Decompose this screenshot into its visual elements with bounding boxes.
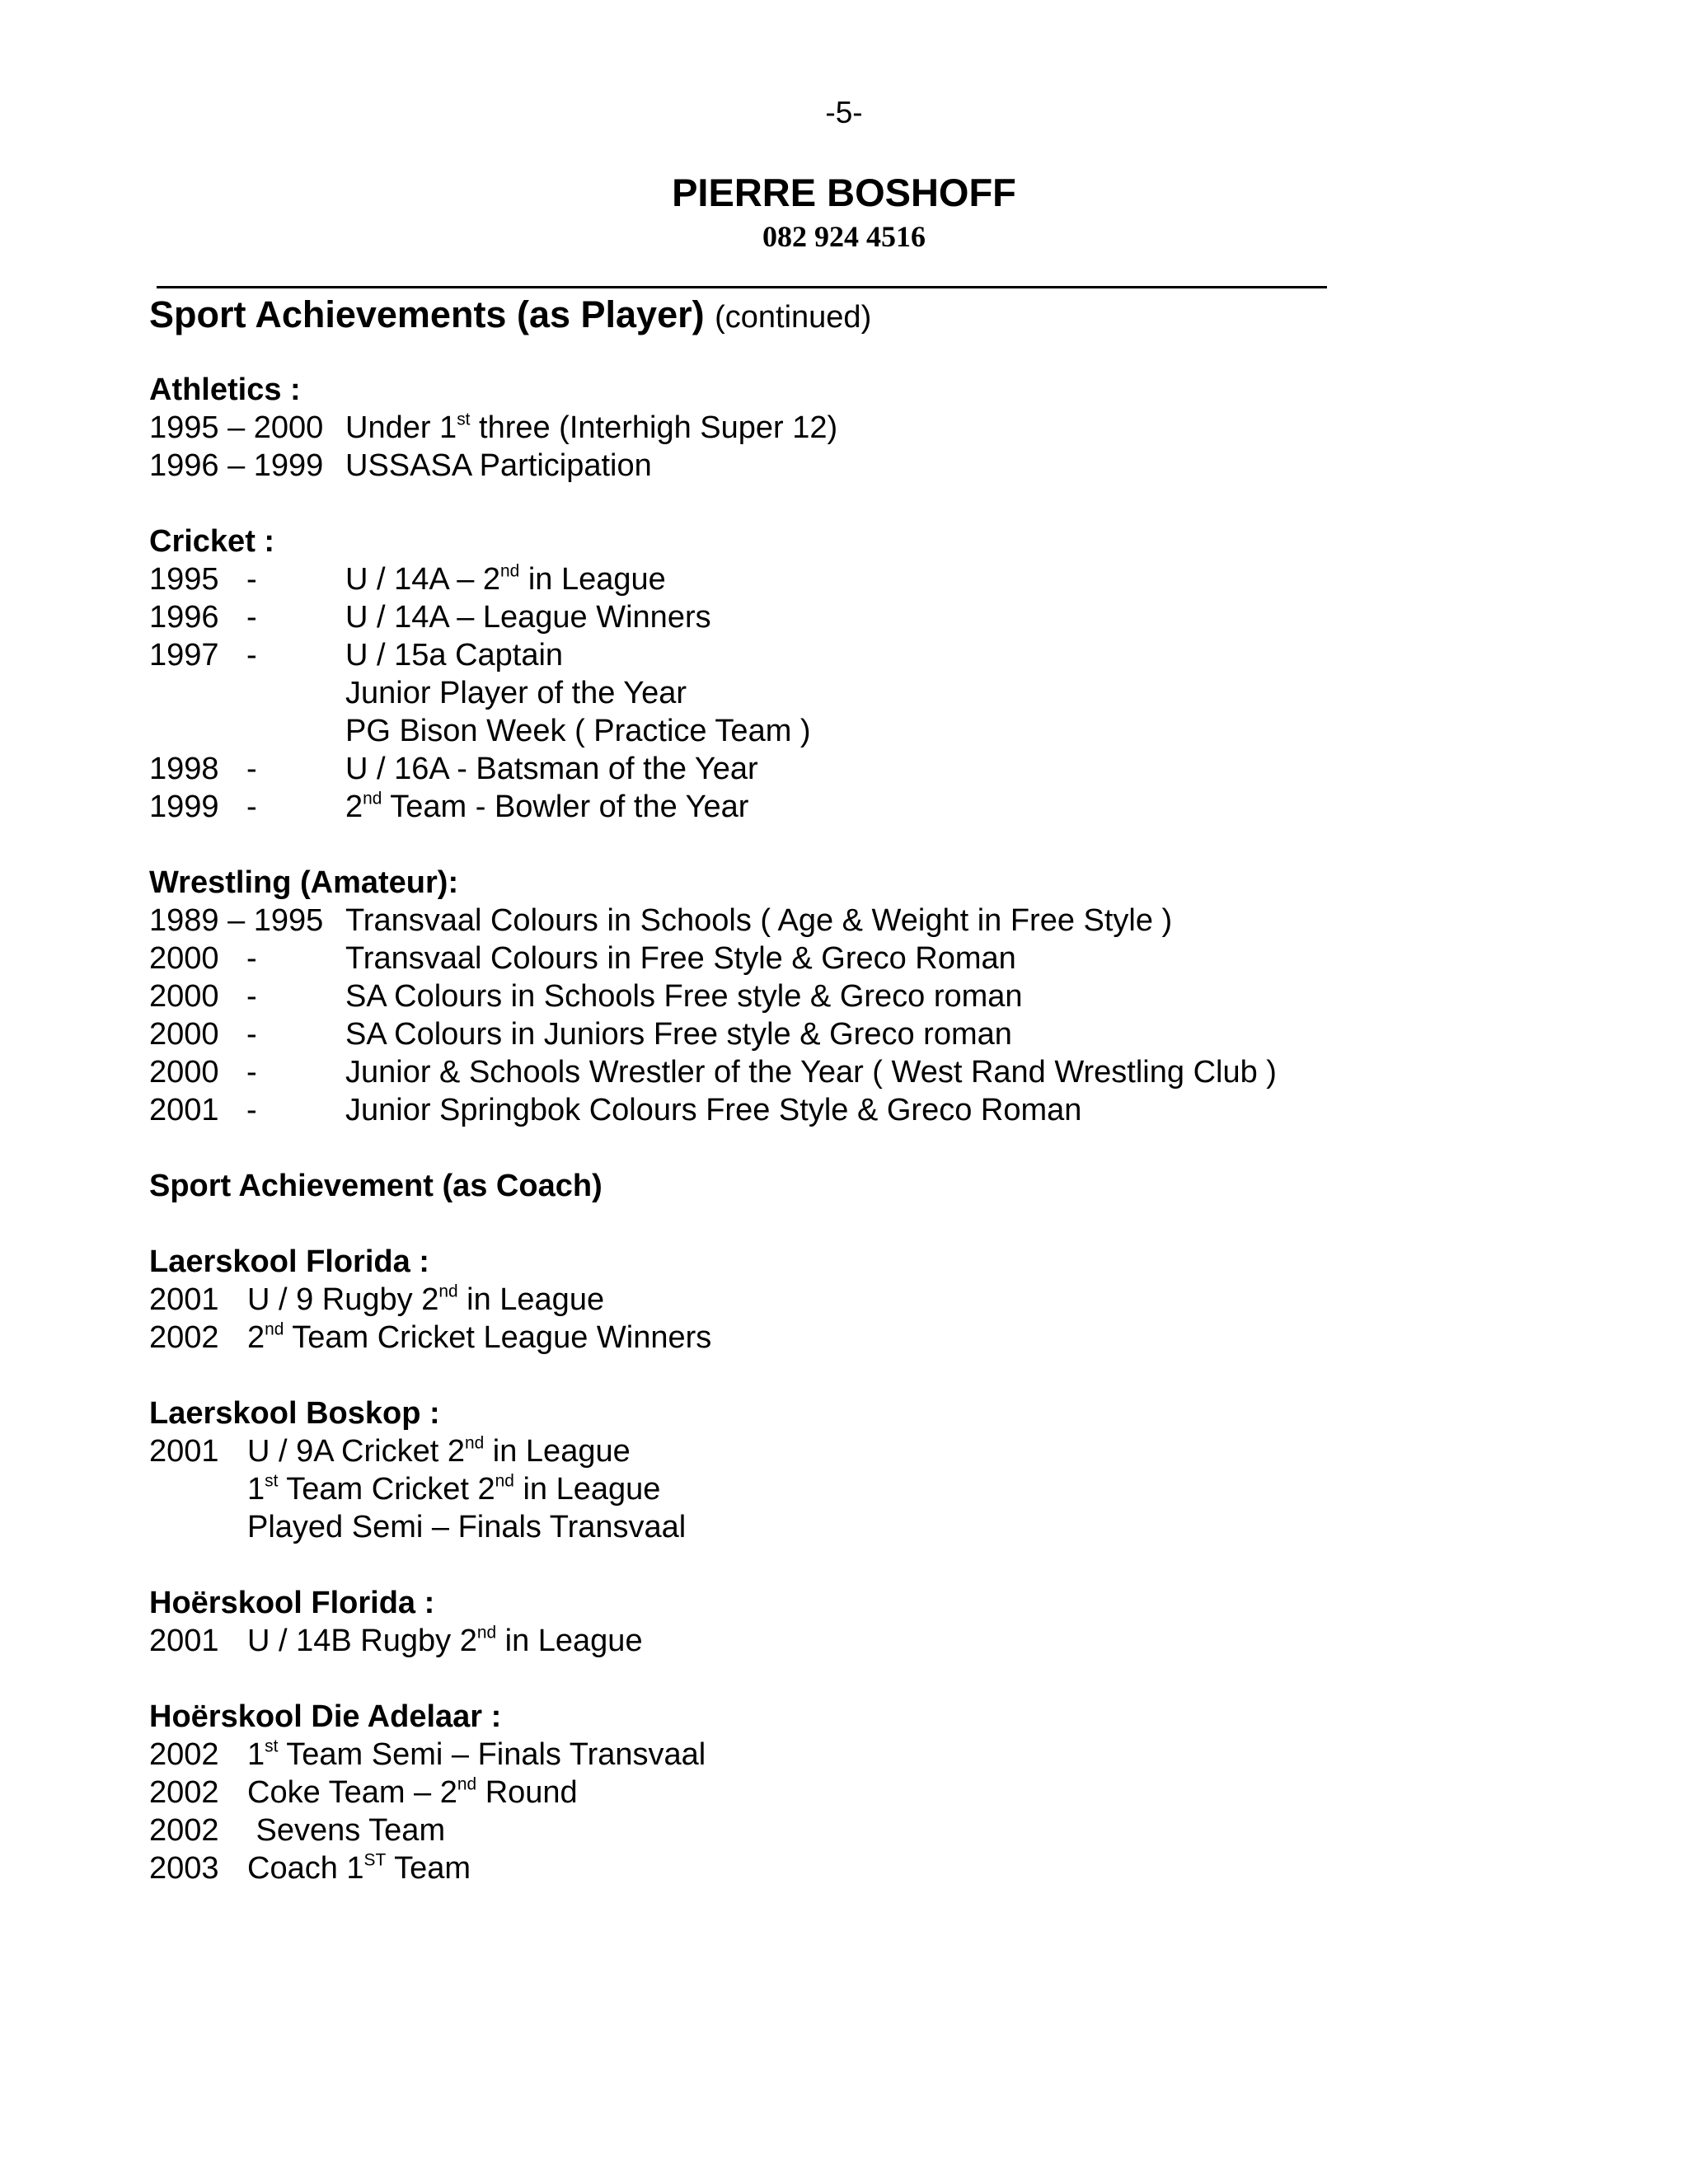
phone-number: 082 924 4516 [762, 220, 926, 253]
entry: U / 9 Rugby 2nd in League [247, 1282, 605, 1317]
list-item [149, 1319, 1633, 1357]
year: 1997 [149, 638, 219, 673]
list-item [149, 1508, 1633, 1546]
list-item [149, 1849, 1633, 1887]
entry: Junior & Schools Wrestler of the Year ( West Rand Wrestling Club ) [345, 1055, 1277, 1090]
list-item [149, 1811, 1633, 1849]
year: 1998 [149, 752, 219, 786]
entry: SA Colours in Schools Free style & Greco roman [345, 979, 1023, 1014]
laerskool-florida-title: Laerskool Florida : [149, 1244, 429, 1279]
list-item [149, 788, 1633, 826]
entry: Transvaal Colours in Free Style & Greco Roman [345, 941, 1016, 976]
heading-bold: Sport Achievements (as Player) [149, 293, 705, 335]
list-item [149, 1736, 1633, 1774]
dash: - [246, 1017, 257, 1052]
year: 2002 [149, 1813, 219, 1848]
list-item [149, 1622, 1633, 1660]
entry: U / 9A Cricket 2nd in League [247, 1433, 631, 1469]
entry: Coach 1ST Team [247, 1850, 471, 1886]
year: 2000 [149, 941, 219, 976]
entry: 1st Team Semi – Finals Transvaal [247, 1736, 706, 1772]
header-divider [157, 286, 1327, 288]
list-item [149, 409, 1633, 447]
year: 2000 [149, 1017, 219, 1052]
hoerskool-florida-title: Hoërskool Florida : [149, 1586, 435, 1620]
list-item [149, 750, 1633, 788]
year: 2001 [149, 1282, 219, 1317]
laerskool-boskop-title: Laerskool Boskop : [149, 1396, 440, 1431]
entry: Transvaal Colours in Schools ( Age & Weight in Free Style ) [345, 903, 1173, 938]
dash: - [246, 562, 257, 597]
cricket-title: Cricket : [149, 524, 275, 559]
dash: - [246, 752, 257, 786]
entry: Junior Springbok Colours Free Style & Greco Roman [345, 1093, 1082, 1127]
list-item [149, 1432, 1633, 1470]
list-item [149, 1091, 1633, 1129]
section-heading-coach: Sport Achievement (as Coach) [149, 1169, 603, 1203]
entry: U / 16A - Batsman of the Year [345, 752, 758, 786]
dash: - [246, 1093, 257, 1127]
year: 1999 [149, 790, 219, 824]
year: 1995 [149, 562, 219, 597]
list-item [149, 1053, 1633, 1091]
entry: Coke Team – 2nd Round [247, 1774, 578, 1810]
dash: - [246, 979, 257, 1014]
document-content [149, 371, 1633, 1887]
dash: - [246, 941, 257, 976]
entry: U / 14A – League Winners [345, 600, 711, 635]
wrestling-title: Wrestling (Amateur): [149, 865, 459, 900]
page-number: -5- [825, 96, 863, 129]
dash: - [246, 638, 257, 673]
entry: Played Semi – Finals Transvaal [247, 1510, 687, 1544]
entry: PG Bison Week ( Practice Team ) [345, 714, 811, 748]
list-item [149, 447, 1633, 485]
athletics-title: Athletics : [149, 373, 301, 407]
entry: 1st Team Cricket 2nd in League [247, 1471, 661, 1507]
year: 1996 – 1999 [149, 448, 324, 483]
year: 2001 [149, 1434, 219, 1469]
entry: 2nd Team Cricket League Winners [247, 1319, 712, 1355]
year: 1989 – 1995 [149, 903, 324, 938]
year: 2001 [149, 1093, 219, 1127]
entry: Under 1st three (Interhigh Super 12) [345, 410, 838, 445]
year: 2001 [149, 1624, 219, 1658]
year: 2002 [149, 1737, 219, 1772]
heading-normal: (continued) [715, 300, 872, 335]
list-item [149, 636, 1633, 674]
entry: USSASA Participation [345, 448, 652, 483]
list-item [149, 1774, 1633, 1811]
dash: - [246, 600, 257, 635]
list-item [149, 598, 1633, 636]
list-item [149, 560, 1633, 598]
person-name: PIERRE BOSHOFF [672, 171, 1016, 214]
list-item [149, 902, 1633, 940]
year: 1995 – 2000 [149, 410, 324, 445]
entry: U / 15a Captain [345, 638, 564, 673]
dash: - [246, 790, 257, 824]
hoerskool-adelaar-title: Hoërskool Die Adelaar : [149, 1699, 502, 1734]
year: 2000 [149, 1055, 219, 1090]
year: 2003 [149, 1851, 219, 1886]
year: 1996 [149, 600, 219, 635]
entry: U / 14B Rugby 2nd in League [247, 1623, 643, 1658]
entry: Junior Player of the Year [345, 676, 687, 710]
entry: 2nd Team - Bowler of the Year [345, 789, 749, 824]
list-item [149, 1015, 1633, 1053]
list-item [149, 712, 1633, 750]
entry: Sevens Team [247, 1813, 446, 1848]
entry: U / 14A – 2nd in League [345, 561, 666, 597]
list-item [149, 940, 1633, 977]
list-item [149, 674, 1633, 712]
list-item [149, 1470, 1633, 1508]
list-item [149, 977, 1633, 1015]
year: 2002 [149, 1320, 219, 1355]
section-heading-player [149, 293, 871, 336]
list-item [149, 1281, 1633, 1319]
dash: - [246, 1055, 257, 1090]
entry: SA Colours in Juniors Free style & Greco roman [345, 1017, 1012, 1052]
year: 2002 [149, 1775, 219, 1810]
year: 2000 [149, 979, 219, 1014]
